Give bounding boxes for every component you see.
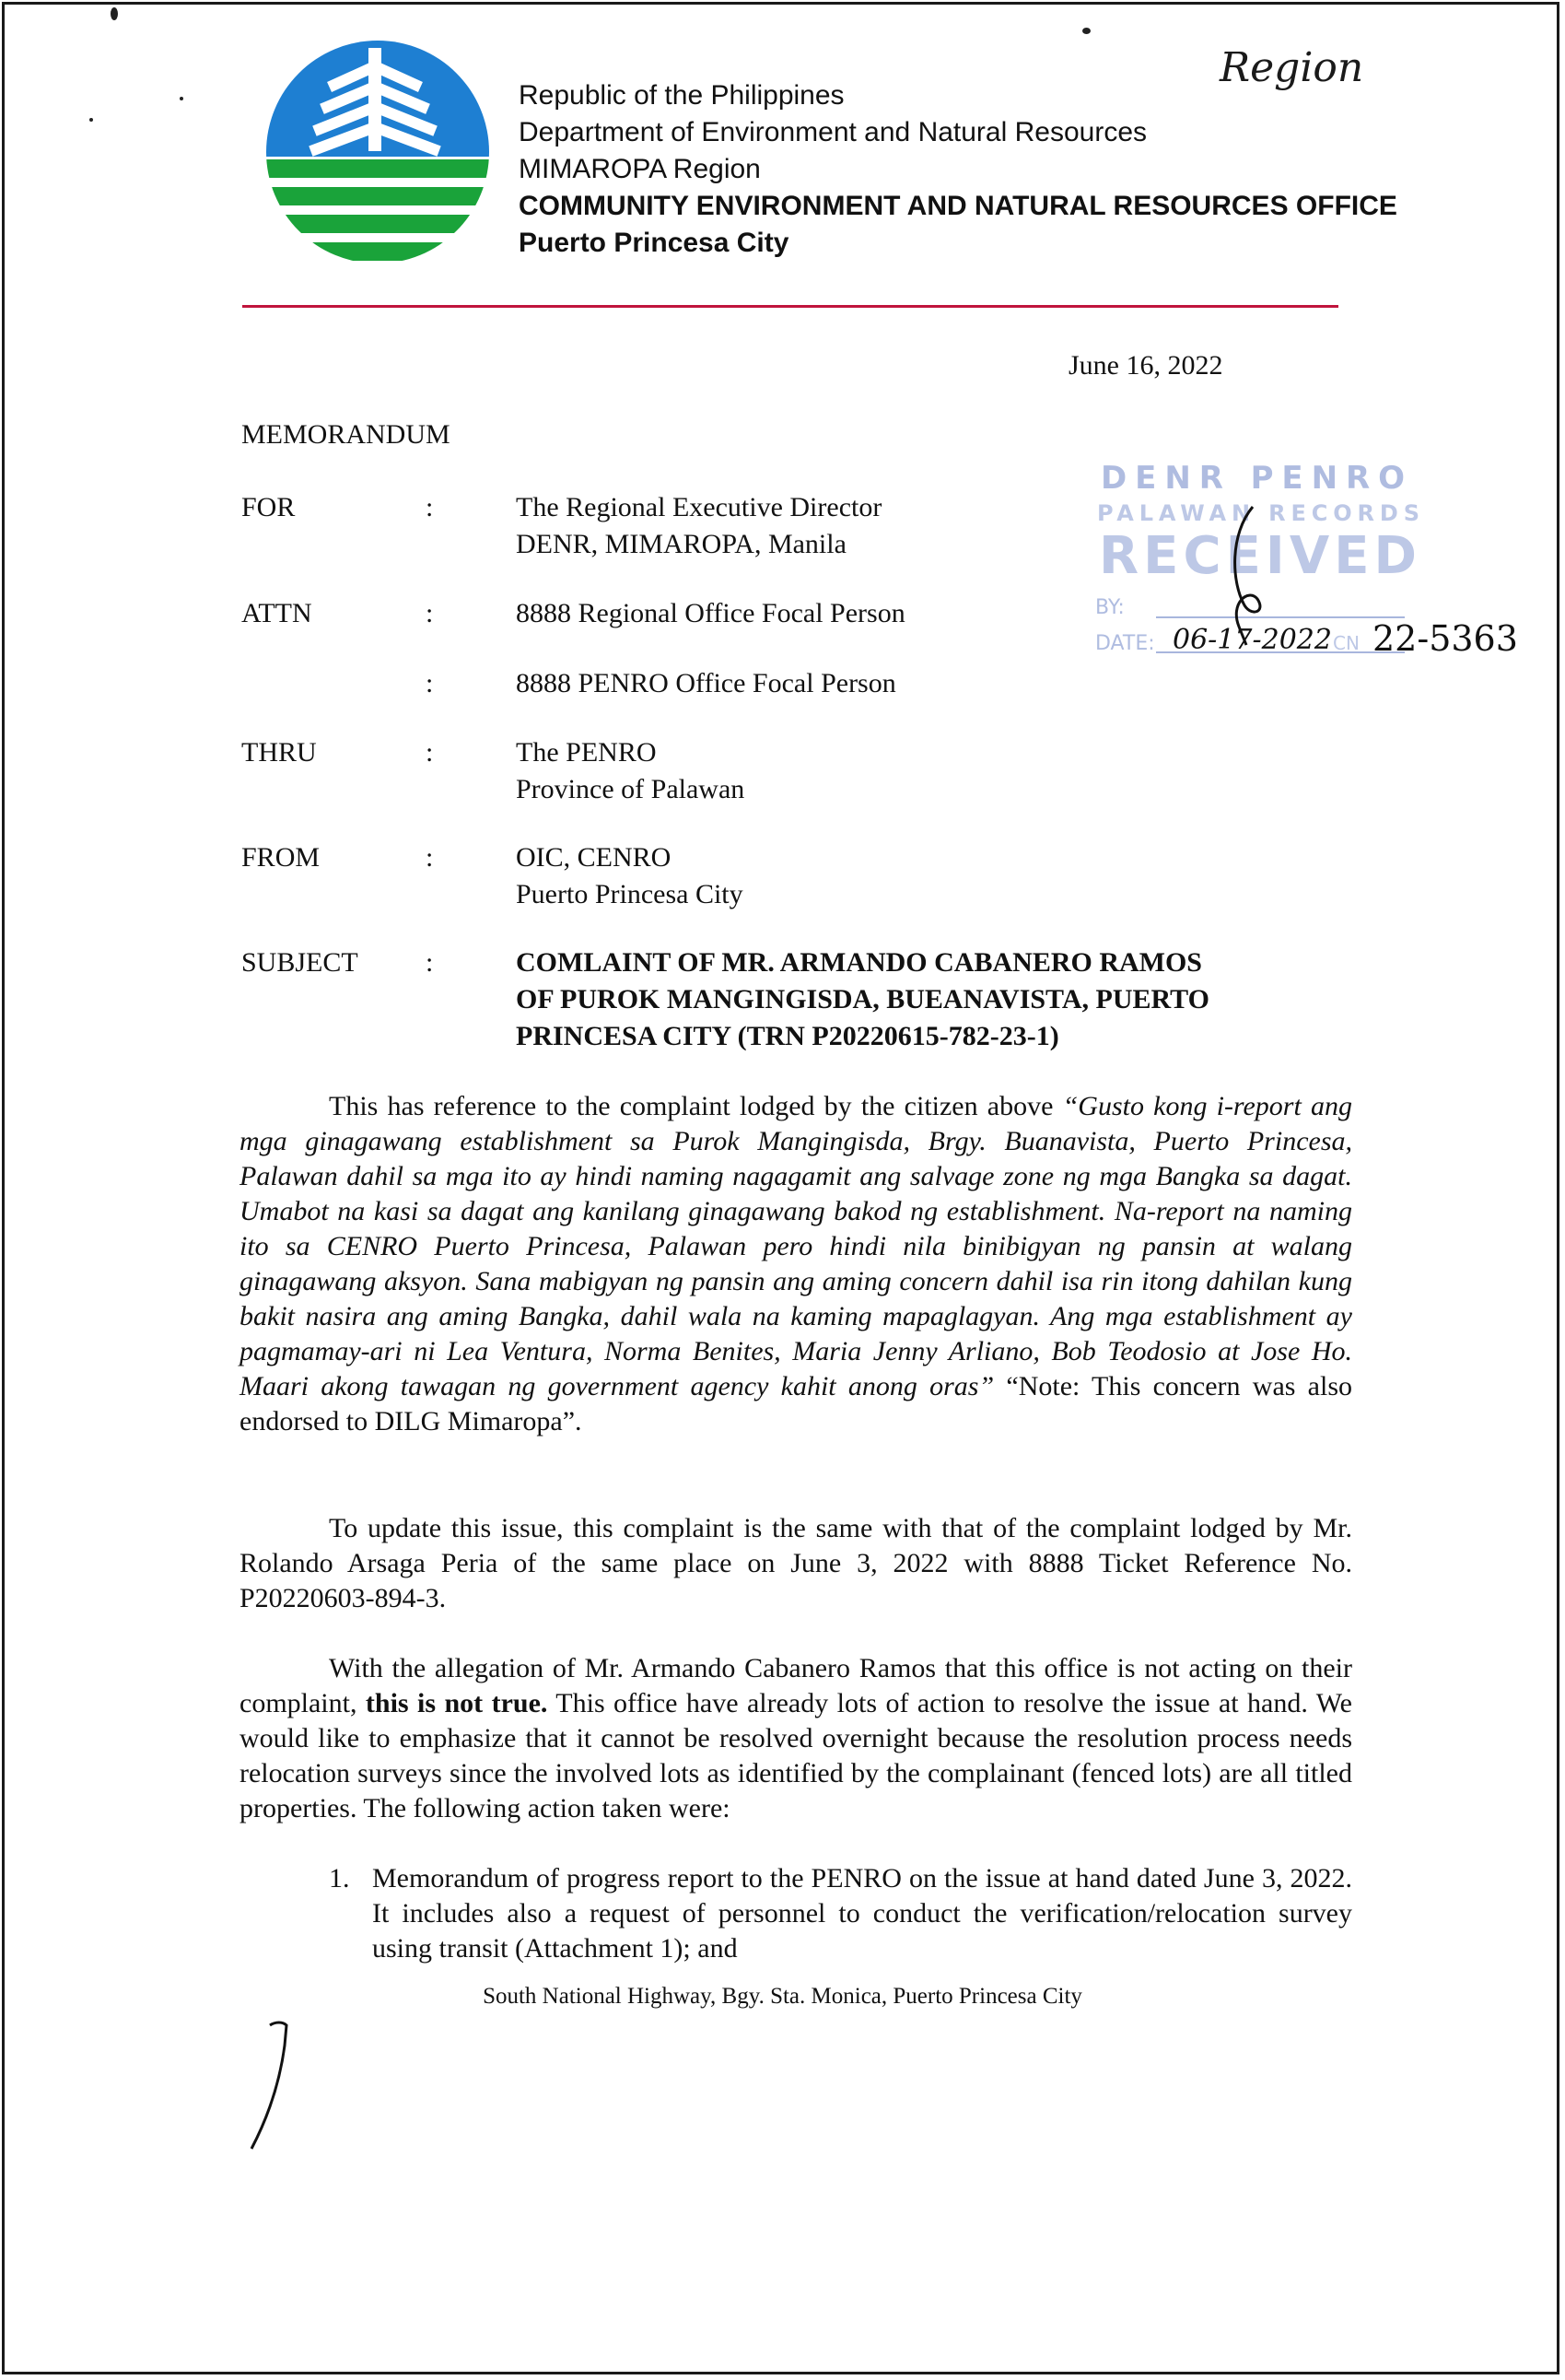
scan-speck	[180, 97, 183, 100]
list-item	[329, 1861, 1352, 1966]
row-from-colon: :	[426, 842, 434, 873]
paragraph-3-b: This office have already lots of action to resolve the issue at hand. We would like to emphasize that it cannot be resolved overnight because the resolution process needs relocation surveys since the involved lots as identified by the complainant (fenced lots) are all titled properties. The following action taken were:	[239, 1688, 1352, 1823]
row-from-line1: OIC, CENRO	[516, 842, 672, 873]
letterhead-department: Department of Environment and Natural Resources	[519, 117, 1148, 147]
letterhead-region: MIMAROPA Region	[519, 154, 761, 184]
paragraph-2	[239, 1511, 1352, 1616]
scan-speck	[1082, 28, 1091, 34]
row-attn-label: ATTN	[241, 598, 312, 628]
row-thru-value	[516, 734, 1308, 808]
row-for-line2: DENR, MIMAROPA, Manila	[516, 529, 847, 559]
row-subject-line3: PRINCESA CITY (TRN P20220615-782-23-1)	[516, 1021, 1059, 1051]
row-for-label: FOR	[241, 492, 296, 522]
memo-date: June 16, 2022	[1069, 350, 1223, 381]
row-for-line1: The Regional Executive Director	[516, 492, 882, 522]
row-attn-line1: 8888 Regional Office Focal Person	[516, 598, 905, 628]
row-subject-value	[516, 944, 1308, 1055]
row-from-line2: Puerto Princesa City	[516, 879, 743, 909]
row-attn2-line1: 8888 PENRO Office Focal Person	[516, 668, 896, 698]
letterhead-republic: Republic of the Philippines	[519, 80, 845, 111]
row-for-colon: :	[426, 492, 434, 522]
scan-speck	[111, 7, 118, 20]
stamp-cn-value: 22-5363	[1372, 618, 1518, 659]
letterhead-city: Puerto Princesa City	[519, 228, 789, 258]
paragraph-1-intro: This has reference to the complaint lodged by the citizen above	[329, 1091, 1063, 1121]
handwritten-region-note	[1216, 28, 1363, 101]
stamp-date-value: 06-17-2022	[1173, 624, 1332, 656]
footer-address: South National Highway, Bgy. Sta. Monica, Puerto Princesa City	[483, 1984, 1082, 2009]
handwritten-region-text: Region	[1220, 44, 1364, 91]
denr-logo-icon	[263, 37, 493, 267]
letterhead	[519, 77, 1397, 262]
row-thru-line1: The PENRO	[516, 737, 657, 768]
list-item-text: Memorandum of progress report to the PENRO on the issue at hand dated June 3, 2022. It includes also a request of personnel to conduct the verification/relocation survey using transit (Attachment 1); and	[372, 1863, 1352, 1964]
row-subject-line1: COMLAINT OF MR. ARMANDO CABANERO RAMOS	[516, 947, 1202, 978]
stamp-line2: PALAWAN RECORDS	[1097, 500, 1419, 526]
list-item-number: 1.	[329, 1863, 350, 1893]
row-from-value	[516, 839, 1308, 913]
stamp-date-label: DATE:	[1095, 632, 1155, 655]
row-thru-colon: :	[426, 737, 434, 768]
letterhead-office: COMMUNITY ENVIRONMENT AND NATURAL RESOURCES OFFICE	[519, 191, 1397, 221]
paragraph-1-note: “Note: This concern was also endorsed to DILG Mimaropa”.	[239, 1371, 1352, 1436]
memo-title: MEMORANDUM	[241, 419, 450, 450]
row-subject-label: SUBJECT	[241, 947, 358, 978]
paragraph-1	[239, 1089, 1352, 1439]
stamp-line1: DENR PENRO	[1101, 460, 1405, 497]
scan-speck	[89, 118, 93, 122]
stamp-line3: RECEIVED	[1099, 526, 1417, 586]
letterhead-rule	[242, 305, 1338, 308]
row-thru-label: THRU	[241, 737, 317, 768]
paragraph-3-a: With the allegation of Mr. Armando Cabanero Ramos that this office is not acting on their complaint,	[239, 1653, 1352, 1718]
pen-mark-icon	[244, 2018, 299, 2156]
paragraph-3	[239, 1651, 1352, 1826]
stamp-cn-label: CN	[1333, 632, 1360, 654]
stamp-by-label: BY:	[1095, 596, 1125, 619]
row-from-label: FROM	[241, 842, 321, 873]
paragraph-1-quote: “Gusto kong i-report ang mga ginagawang establishment sa Purok Mangingisda, Brgy. Buanavista, Puerto Princesa, Palawan dahil sa mga ito ay hindi naming nagagamit ang salvage zone ng mga Bangka sa dagat. Umabot na kasi sa dagat ang kanilang ginagawang bakod ng establishment. Na-report na naming ito sa CENRO Puerto Princesa, Palawan pero hindi nila binibigyan ng pansin at walang ginagawang aksyon. Sana mabigyan ng pansin ang aming concern dahil isa rin itong dahilan kung bakit nasira ang aming Bangka, dahil wala na kaming mapaglagyan. Ang mga establishment ay pagmamay-ari ni Lea Ventura, Norma Benites, Maria Jenny Arliano, Bob Teodosio at Jose Ho. Maari akong tawagan ng government agency kahit anong oras”	[239, 1091, 1352, 1401]
row-attn2-colon: :	[426, 668, 434, 698]
row-thru-line2: Province of Palawan	[516, 774, 745, 804]
received-stamp	[1092, 451, 1518, 673]
row-attn-colon: :	[426, 598, 434, 628]
row-subject-line2: OF PUROK MANGINGISDA, BUEANAVISTA, PUERTO	[516, 984, 1209, 1014]
paragraph-3-bold: this is not true.	[365, 1688, 548, 1718]
paragraph-2-text: To update this issue, this complaint is the same with that of the complaint lodged by Mr. Rolando Arsaga Peria of the same place on June 3, 2022 with 8888 Ticket Reference No. P20220603-894-3.	[239, 1513, 1352, 1613]
row-subject-colon: :	[426, 947, 434, 978]
